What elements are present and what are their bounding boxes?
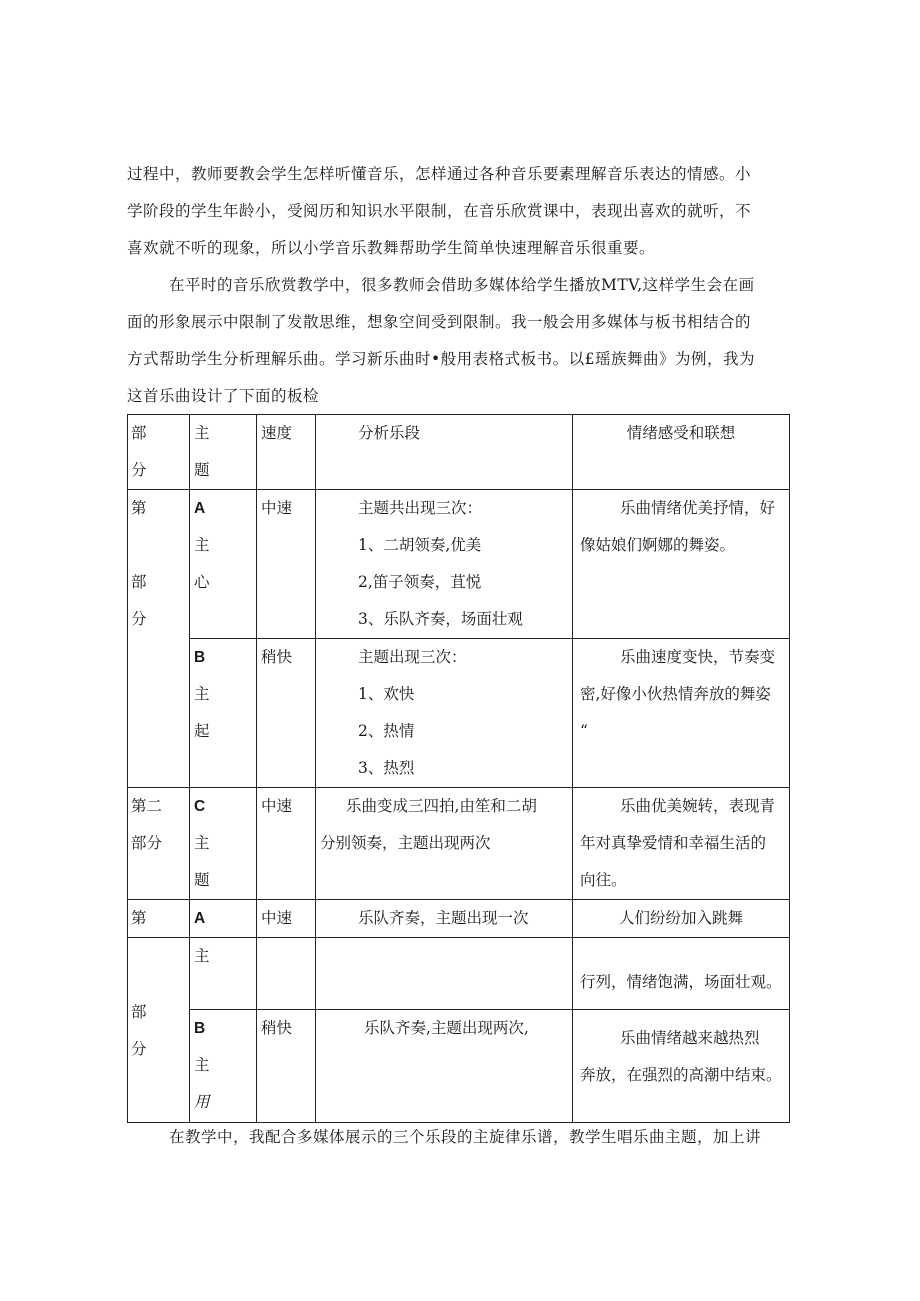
feeling-cell [573, 788, 790, 900]
text-line: 在平时的音乐欣赏教学中，很多教师会借助多媒体给学生播放MTV,这样学生会在画 [169, 276, 755, 294]
cell-text: 第 [131, 499, 147, 517]
cell-text: 主 [194, 424, 210, 442]
cell-text: 主 [194, 947, 210, 965]
cell-text: 主 [194, 536, 210, 554]
cell-text: 部 [131, 424, 147, 442]
cell-text: 像姑娘们婀娜的舞姿。 [580, 536, 736, 554]
cell-text: B [194, 1020, 206, 1037]
cell-text: 行列，情绪饱满，场面壮观。 [580, 973, 782, 991]
cell-text: 心 [194, 573, 210, 591]
cell-text: 分别领奏，主题出现两次 [320, 834, 491, 852]
speed-cell [257, 938, 316, 1010]
part-one-cell [128, 490, 190, 788]
cell-text: 密,好像小伙热情奔放的舞姿 [580, 685, 771, 703]
cell-text: 用 [194, 1093, 210, 1111]
cell-text: 乐曲优美婉转，表现青 [620, 797, 776, 815]
cell-text: 1、欢快 [358, 685, 415, 703]
paragraph-teaching [127, 1119, 793, 1156]
text-line: 面的形象展示中限制了发散思维，想象空间受到限制。我一般会用多媒体与板书相结合的 [127, 313, 752, 331]
theme-cell [190, 1010, 257, 1123]
feeling-cell [573, 639, 790, 788]
cell-text: 稍快 [261, 1019, 293, 1037]
speed-cell [257, 900, 316, 938]
cell-text: 3、热烈 [358, 759, 415, 777]
music-analysis-table [127, 414, 790, 1123]
analysis-cell [316, 1010, 573, 1123]
cell-text: 起 [194, 722, 210, 740]
analysis-cell [316, 938, 573, 1010]
cell-text: B [194, 649, 206, 666]
header-analysis-cell [316, 415, 573, 490]
cell-text: 部 [131, 1003, 147, 1021]
cell-text: 主题共出现三次： [358, 499, 483, 517]
feeling-cell [573, 490, 790, 639]
analysis-cell [316, 639, 573, 788]
cell-text: 情绪感受和联想 [626, 424, 736, 442]
cell-text: 人们纷纷加入跳舞 [618, 909, 743, 927]
theme-cell [190, 639, 257, 788]
cell-text: 乐曲情绪优美抒情，好 [620, 499, 776, 517]
header-theme-cell [190, 415, 257, 490]
paragraph-intro [127, 156, 793, 267]
paragraph-multimedia [127, 267, 793, 415]
text-line: 学阶段的学生年龄小，受阅历和知识水平限制，在音乐欣赏课中，表现出喜欢的就听，不 [127, 202, 752, 220]
cell-text: 中速 [261, 909, 293, 927]
table-row [128, 490, 790, 639]
cell-text: C [194, 798, 206, 815]
analysis-cell [316, 788, 573, 900]
header-feeling-cell [573, 415, 790, 490]
cell-text: 第二 [131, 797, 163, 815]
theme-cell [190, 490, 257, 639]
feeling-cell [573, 1010, 790, 1123]
header-part-cell [128, 415, 190, 490]
table-row [128, 788, 790, 900]
table-header-row [128, 415, 790, 490]
theme-cell [190, 900, 257, 938]
theme-cell [190, 788, 257, 900]
cell-text: 分析乐段 [358, 424, 421, 442]
cell-text: 奔放，在强烈的高潮中结束。 [580, 1066, 782, 1084]
cell-text: 主 [194, 1056, 210, 1074]
part-three-cell [128, 900, 190, 938]
cell-text: 分 [131, 1040, 147, 1058]
table-row [128, 639, 790, 788]
cell-text: 部分 [131, 834, 163, 852]
cell-text: 向往。 [580, 871, 627, 889]
cell-text: 年对真挚爱情和幸福生活的 [580, 834, 767, 852]
cell-text: 主题出现三次： [358, 648, 467, 666]
cell-text: 第 [131, 909, 147, 927]
analysis-cell [316, 490, 573, 639]
cell-text: 题 [194, 871, 210, 889]
table-row [128, 1010, 790, 1123]
cell-text: 分 [131, 461, 147, 479]
cell-text: A [194, 910, 206, 927]
cell-text: 乐曲情绪越来越热烈 [620, 1029, 760, 1047]
cell-text: 主 [194, 834, 210, 852]
text-line: 这首乐曲设计了下面的板检 [127, 387, 320, 405]
table-row [128, 900, 790, 938]
text-line: 在教学中，我配合多媒体展示的三个乐段的主旋律乐谱，教学生唱乐曲主题，加上讲 [169, 1128, 762, 1146]
cell-text: 题 [194, 461, 210, 479]
cell-text: 乐曲速度变快，节奏变 [620, 648, 776, 666]
cell-text: 稍快 [261, 648, 293, 666]
text-line: 喜欢就不听的现象，所以小学音乐教舞帮助学生简单快速理解音乐很重要。 [127, 239, 656, 257]
theme-cell [190, 938, 257, 1010]
cell-text: 乐队齐奏，主题出现一次 [358, 909, 529, 927]
cell-text: 2、热情 [358, 722, 415, 740]
speed-cell [257, 1010, 316, 1123]
part-three-cont-cell [128, 938, 190, 1123]
cell-text: “ [580, 722, 588, 740]
cell-text: 乐曲变成三四拍,由笙和二胡 [346, 797, 537, 815]
cell-text: 中速 [261, 797, 293, 815]
cell-text: 分 [131, 610, 147, 628]
cell-text: 1、二胡领奏,优美 [358, 536, 482, 554]
table-row [128, 938, 790, 1010]
cell-text: A [194, 500, 206, 517]
cell-text: 中速 [261, 499, 293, 517]
cell-text: 2,笛子领奏，苴悦 [358, 573, 482, 591]
speed-cell [257, 490, 316, 639]
analysis-cell [316, 900, 573, 938]
cell-text: 乐队齐奏,主题出现两次, [364, 1019, 529, 1037]
text-line: 方式帮助学生分析理解乐曲。学习新乐曲时•般用表格式板书。以£瑶族舞曲》为例，我为 [127, 350, 756, 368]
speed-cell [257, 788, 316, 900]
cell-text: 部 [131, 573, 147, 591]
feeling-cell [573, 900, 790, 938]
cell-text: 3、乐队齐奏，场面壮观 [358, 610, 523, 628]
part-two-cell [128, 788, 190, 900]
feeling-cell [573, 938, 790, 1010]
speed-cell [257, 639, 316, 788]
cell-text [131, 527, 189, 564]
text-line: 过程中，教师要教会学生怎样听懂音乐，怎样通过各种音乐要素理解音乐表达的情感。小 [127, 165, 752, 183]
cell-text: 主 [194, 685, 210, 703]
header-speed-cell [257, 415, 316, 490]
cell-text: 速度 [261, 424, 293, 442]
